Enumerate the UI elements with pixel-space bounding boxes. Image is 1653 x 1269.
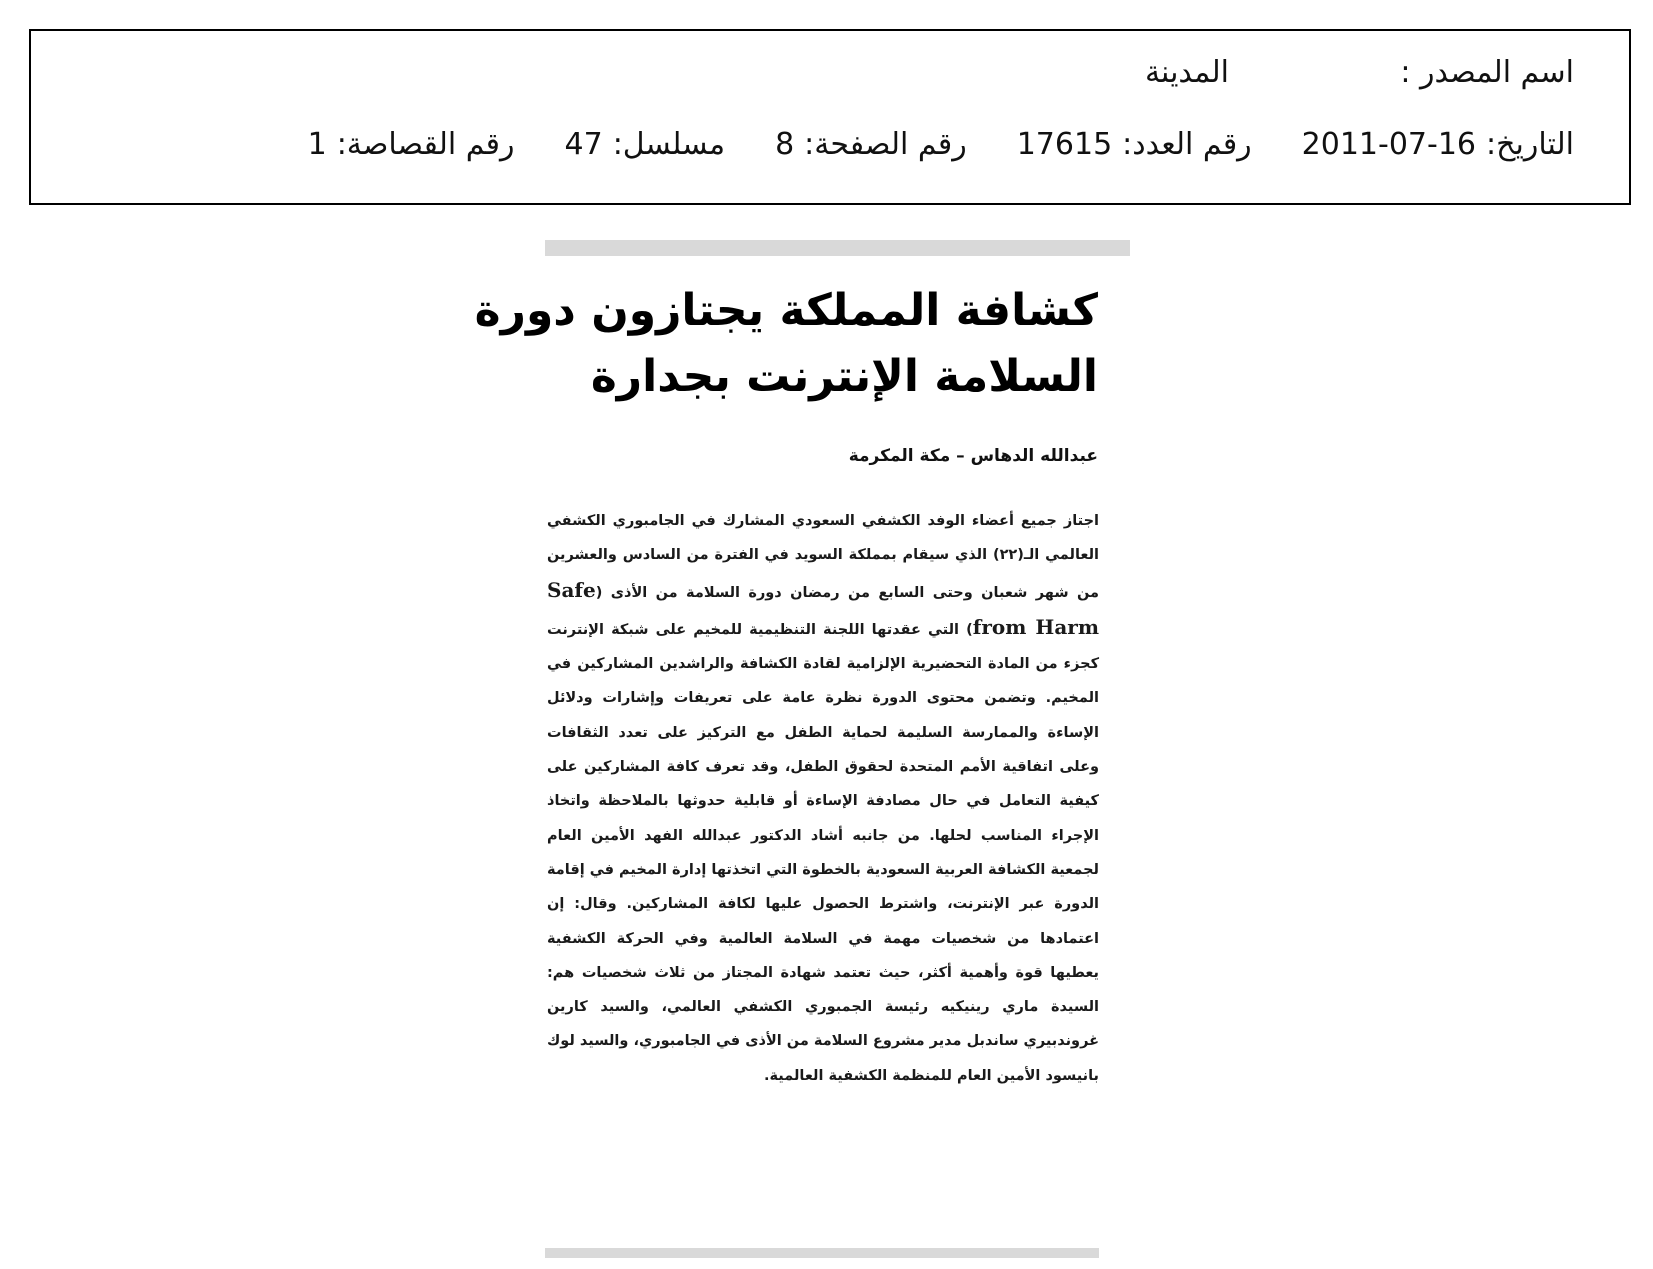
issue-value: 17615 bbox=[1016, 127, 1113, 162]
issue-label: رقم العدد: bbox=[1122, 127, 1252, 162]
headline-line-2: السلامة الإنترنت بجدارة bbox=[590, 351, 1098, 402]
source-value: المدينة bbox=[1144, 55, 1229, 90]
bottom-divider bbox=[545, 1248, 1099, 1258]
body-text-part-2: ) التي عقدتها اللجنة التنظيمية للمخيم على شبكة الإنترنت كجزء من المادة التحضيرية الإلزامية لقادة الكشافة والراشدين المشاركين في المخيم. وتضمن محتوى الدورة نظرة عامة على تعريفات وإشارات ودلائل الإساءة والممارسة السليمة لحماية الطفل مع التركيز على تعدد الثقافات وعلى اتفاقية الأمم المتحدة لحقوق الطفل، وقد تعرف كافة المشاركين على كيفية التعامل في حال مصادفة الإساءة أو قابلية حدوثها بالملاحظة واتخاذ الإجراء المناسب لحلها. من جانبه أشاد الدكتور عبدالله الفهد الأمين العام لجمعية الكشافة العربية السعودية بالخطوة التي اتخذتها إدارة المخيم في إقامة الدورة عبر الإنترنت، واشترط الحصول عليها لكافة المشاركين. وقال: إن اعتمادها من شخصيات مهمة في السلامة العالمية وفي الحركة الكشفية يعطيها قوة وأهمية أكثر، حيث تعتمد شهادة المجتاز من ثلاث شخصيات هم: السيدة ماري رينيكيه رئيسة الجمبوري الكشفي العالمي، والسيد كارين غروندبيري ساندبل مدير مشروع السلامة من الأذى في الجامبوري، والسيد لوك بانيسود الأمين العام للمنظمة الكشفية العالمية. bbox=[547, 621, 1099, 1084]
issue-field bbox=[1017, 127, 1252, 163]
serial-value: 47 bbox=[564, 127, 603, 162]
article-byline: عبدالله الدهاس – مكة المكرمة bbox=[848, 446, 1098, 466]
serial-field bbox=[565, 127, 726, 163]
date-label: التاريخ: bbox=[1486, 127, 1574, 162]
date-field bbox=[1302, 127, 1574, 163]
clip-number-value: 1 bbox=[307, 127, 327, 162]
metadata-row bbox=[308, 127, 1574, 163]
date-value: 2011-07-16 bbox=[1301, 127, 1477, 162]
body-latin-term: Safe from Harm bbox=[547, 577, 1099, 639]
body-text-part-1: اجتاز جميع أعضاء الوفد الكشفي السعودي المشارك في الجامبوري الكشفي العالمي الـ(٢٢) الذي سيقام بمملكة السويد في الفترة من السادس والعشرين من شهر شعبان وحتى السابع من رمضان دورة السلامة من الأذى ( bbox=[547, 513, 1100, 601]
page-label: رقم الصفحة: bbox=[804, 127, 967, 162]
clipping-metadata-box bbox=[29, 29, 1631, 205]
article-body bbox=[547, 504, 1099, 1093]
clip-number-field bbox=[308, 127, 515, 163]
headline-line-1: كشافة المملكة يجتازون دورة bbox=[474, 285, 1098, 336]
top-divider bbox=[545, 240, 1130, 256]
serial-label: مسلسل: bbox=[612, 127, 726, 162]
article-headline bbox=[474, 278, 1098, 410]
newspaper-clipping bbox=[474, 240, 1130, 1269]
page-value: 8 bbox=[775, 127, 795, 162]
source-label: اسم المصدر : bbox=[1400, 55, 1574, 90]
page-field bbox=[775, 127, 967, 163]
clip-number-label: رقم القصاصة: bbox=[336, 127, 515, 162]
